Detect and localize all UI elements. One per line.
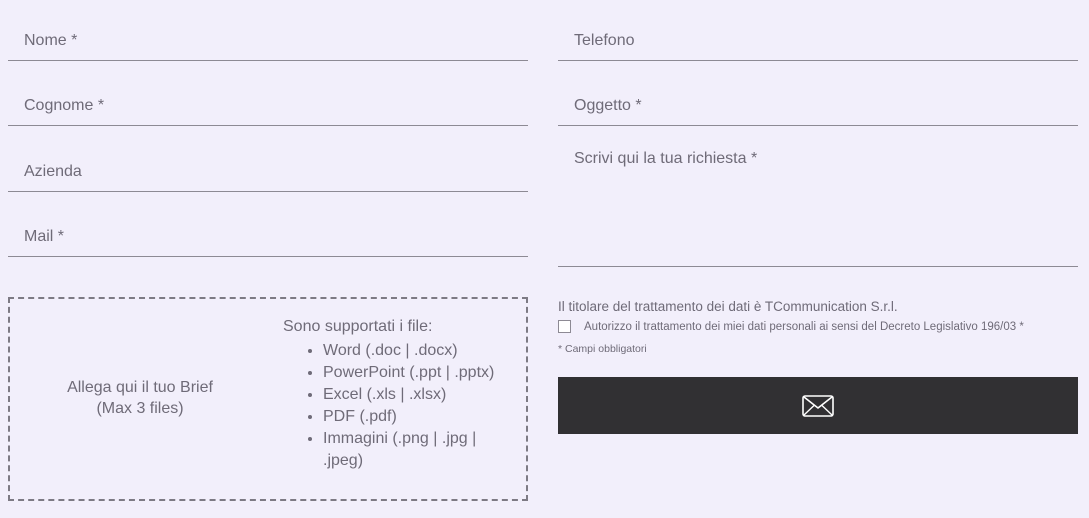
privacy-consent-label: Autorizzo il trattamento dei miei dati personali ai sensi del Decreto Legislativo 196/03 * xyxy=(584,320,1024,333)
supported-formats-title: Sono supportati i file: xyxy=(283,318,433,335)
privacy-consent-checkbox[interactable] xyxy=(558,320,571,333)
format-item-word: • Word (.doc | .docx) xyxy=(323,340,513,362)
company-input[interactable] xyxy=(8,131,528,191)
upload-label-limit: (Max 3 files) xyxy=(96,400,184,417)
supported-formats xyxy=(283,317,513,472)
phone-field xyxy=(558,0,1078,61)
format-item-pdf: • PDF (.pdf) xyxy=(323,406,513,428)
envelope-icon xyxy=(802,395,834,417)
formats-list xyxy=(283,340,513,472)
subject-field xyxy=(558,65,1078,126)
send-button[interactable] xyxy=(558,377,1078,434)
first-name-field xyxy=(8,0,528,61)
format-item-excel: • Excel (.xls | .xlsx) xyxy=(323,384,513,406)
email-field xyxy=(8,196,528,257)
format-item-powerpoint: • PowerPoint (.ppt | .pptx) xyxy=(323,362,513,384)
company-field xyxy=(8,131,528,192)
privacy-consent xyxy=(558,320,1024,333)
message-textarea[interactable] xyxy=(558,131,1078,266)
last-name-input[interactable] xyxy=(8,65,528,125)
last-name-field xyxy=(8,65,528,126)
upload-label-title: Allega qui il tuo Brief xyxy=(67,379,213,396)
email-input[interactable] xyxy=(8,196,528,256)
message-field xyxy=(558,131,1078,267)
brief-upload-dropzone[interactable] xyxy=(8,297,528,501)
subject-input[interactable] xyxy=(558,65,1078,125)
phone-input[interactable] xyxy=(558,0,1078,60)
first-name-input[interactable] xyxy=(8,0,528,60)
format-item-images: • Immagini (.png | .jpg | .jpeg) xyxy=(323,428,513,472)
required-fields-note: * Campi obbligatori xyxy=(558,343,647,355)
upload-label xyxy=(45,377,235,419)
privacy-owner-text: Il titolare del trattamento dei dati è TCommunication S.r.l. xyxy=(558,299,898,314)
